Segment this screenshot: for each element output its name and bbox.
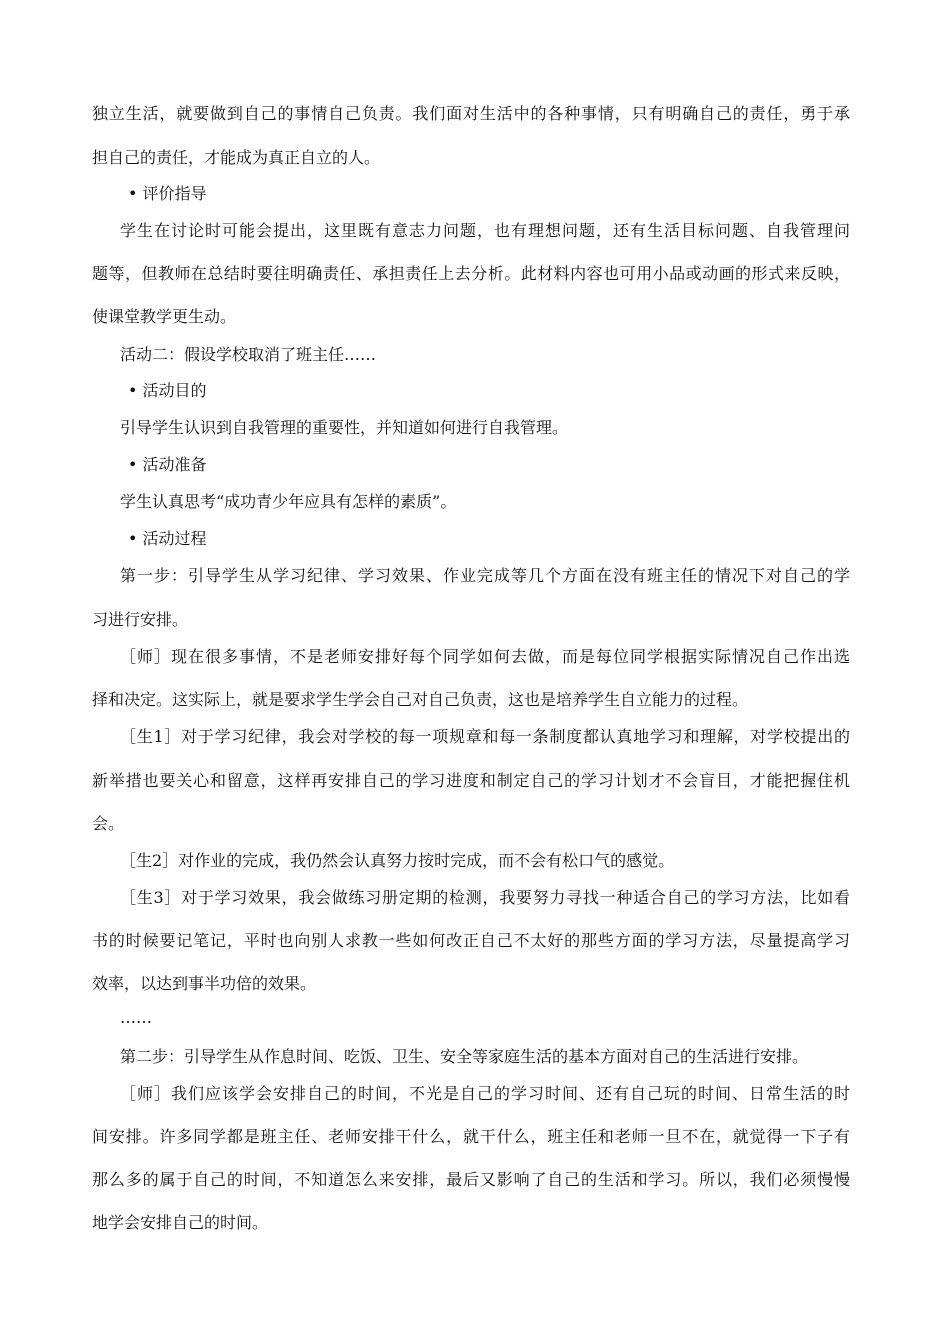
paragraph-line: 学生认真思考“成功青少年应具有怎样的素质”。 <box>120 492 457 511</box>
paragraph-line: 独立生活，就要做到自己的事情自己负责。我们面对生活中的各种事情，只有明确自己的责任，勇于承 <box>92 104 850 123</box>
paragraph-line: ［生2］对作业的完成，我仍然会认真努力按时完成，而不会有松口气的感觉。 <box>120 851 675 870</box>
paragraph-line: 会。 <box>92 814 125 833</box>
paragraph-line: 第一步：引导学生从学习纪律、学习效果、作业完成等几个方面在没有班主任的情况下对自己的学 <box>120 566 850 585</box>
paragraph-line: ［师］现在很多事情，不是老师安排好每个同学如何去做，而是每位同学根据实际情况自己作出选 <box>120 647 850 666</box>
section-bullet: • 活动目的 <box>128 381 207 400</box>
paragraph-line: 第二步：引导学生从作息时间、吃饭、卫生、安全等家庭生活的基本方面对自己的生活进行安排。 <box>120 1047 809 1066</box>
paragraph-line: 书的时候要记笔记，平时也向别人求教一些如何改正自己不太好的那些方面的学习方法，尽量提高学习 <box>92 931 850 950</box>
paragraph-line: 担自己的责任，才能成为真正自立的人。 <box>92 148 381 167</box>
paragraph-line: 地学会安排自己的时间。 <box>92 1213 269 1232</box>
paragraph-line: 择和决定。这实际上，就是要求学生学会自己对自己负责，这也是培养学生自立能力的过程。 <box>92 690 749 709</box>
paragraph-line: 那么多的属于自己的时间，不知道怎么来安排，最后又影响了自己的生活和学习。所以，我们必须慢慢 <box>92 1170 850 1189</box>
paragraph-line: ［生3］对于学习效果，我会做练习册定期的检测，我要努力寻找一种适合自己的学习方法，比如看 <box>120 888 850 907</box>
paragraph-line: 效率，以达到事半功倍的效果。 <box>92 974 317 993</box>
activity-heading: 活动二：假设学校取消了班主任…… <box>120 345 377 364</box>
paragraph-line: 间安排。许多同学都是班主任、老师安排干什么，就干什么，班主任和老师一旦不在，就觉得一下子有 <box>92 1127 850 1146</box>
section-bullet: • 活动准备 <box>128 455 207 474</box>
paragraph-line: 学生在讨论时可能会提出，这里既有意志力问题，也有理想问题，还有生活目标问题、自我管理问 <box>120 221 850 240</box>
paragraph-line: 使课堂教学更生动。 <box>92 307 237 326</box>
paragraph-line: ［师］我们应该学会安排自己的时间，不光是自己的学习时间、还有自己玩的时间、日常生活的时 <box>120 1084 850 1103</box>
paragraph-line: 题等，但教师在总结时要往明确责任、承担责任上去分析。此材料内容也可用小品或动画的形式来反映， <box>92 264 850 283</box>
paragraph-line: 引导学生认识到自我管理的重要性，并知道如何进行自我管理。 <box>120 418 569 437</box>
section-bullet: • 活动过程 <box>128 529 207 548</box>
paragraph-line: 习进行安排。 <box>92 610 189 629</box>
section-bullet: • 评价指导 <box>128 184 207 203</box>
paragraph-line: 新举措也要关心和留意，这样再安排自己的学习进度和制定自己的学习计划才不会盲目，才能把握住机 <box>92 771 850 790</box>
paragraph-line: ［生1］对于学习纪律，我会对学校的每一项规章和每一条制度都认真地学习和理解，对学校提出的 <box>120 727 850 746</box>
ellipsis: …… <box>120 1008 152 1027</box>
